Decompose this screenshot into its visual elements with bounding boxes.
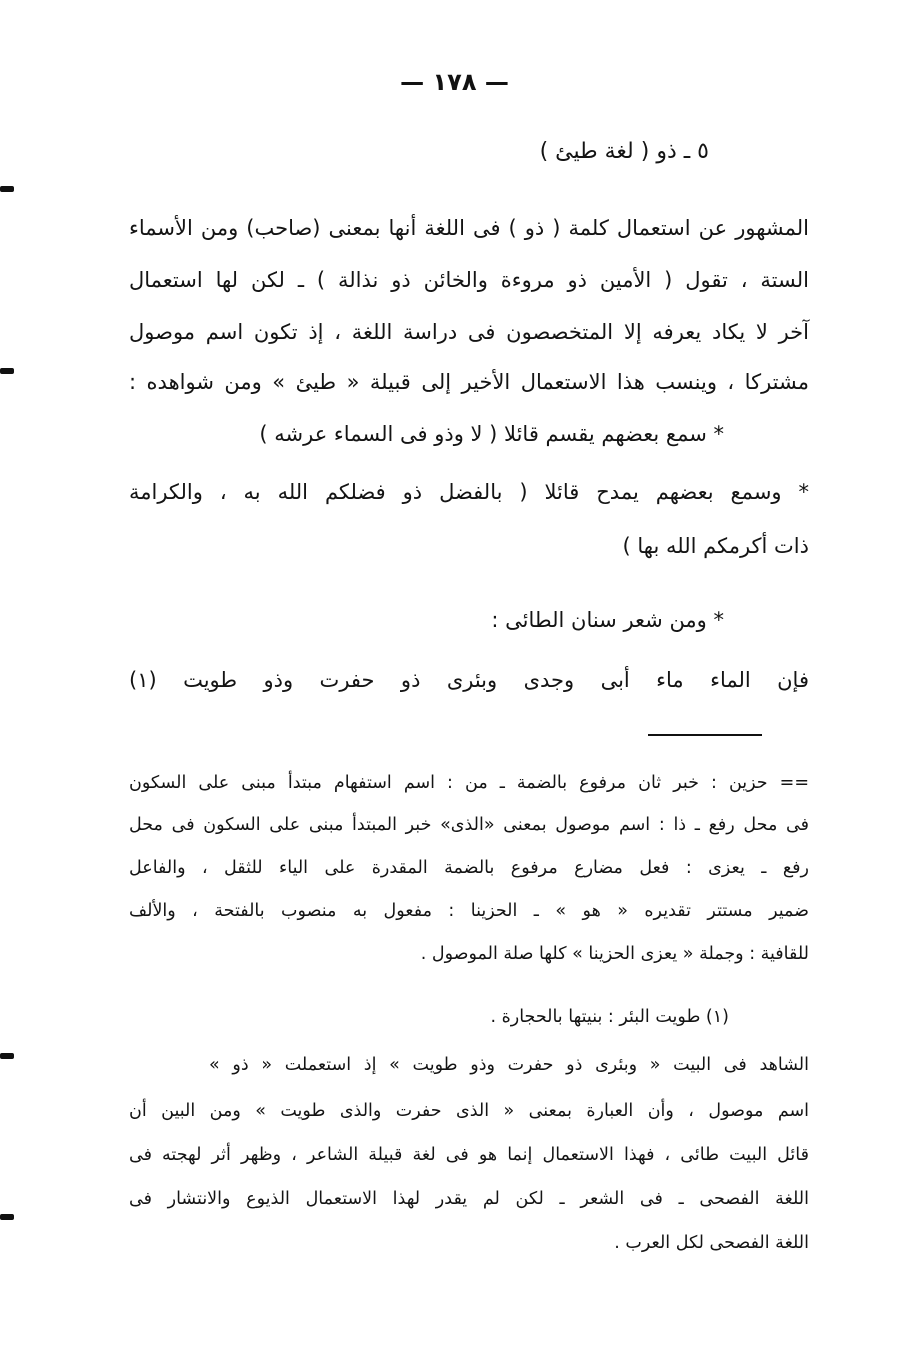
scan-binding-mark bbox=[0, 186, 14, 192]
body-line: الستة ، تقول ( الأمين ذو مروءة والخائن ذو نذالة ) ـ لكن لها استعمال bbox=[129, 268, 809, 292]
note-line: (١) طويت البئر : بنيتها بالحجارة . bbox=[490, 1007, 729, 1027]
section-heading: ٥ ـ ذو ( لغة طيئ ) bbox=[539, 139, 709, 164]
body-line: * وسمع بعضهم يمدح قائلا ( بالفضل ذو فضلكم الله به ، والكرامة bbox=[129, 480, 809, 504]
note-line: الشاهد فى البيت « وبئرى ذو حفرت وذو طويت » إذ استعملت « ذو » bbox=[209, 1055, 809, 1075]
note-line: قائل البيت طائى ، فهذا الاستعمال إنما هو فى لغة قبيلة الشاعر ، وظهر أثر لهجته فى bbox=[129, 1145, 809, 1165]
footnote-line: ضمير مستتر تقديره « هو » ـ الحزينا : مفعول به منصوب بالفتحة ، والألف bbox=[129, 901, 809, 921]
body-line: ذات أكرمكم الله بها ) bbox=[622, 534, 809, 558]
body-line: آخر لا يكاد يعرفه إلا المتخصصون فى دراسة اللغة ، إذ تكون اسم موصول bbox=[129, 320, 809, 344]
footnote-separator bbox=[648, 734, 762, 736]
body-line: مشتركا ، وينسب هذا الاستعمال الأخير إلى قبيلة « طيئ » ومن شواهده : bbox=[129, 370, 809, 394]
scan-binding-mark bbox=[0, 1053, 14, 1059]
body-line: * سمع بعضهم يقسم قائلا ( لا وذو فى السماء عرشه ) bbox=[259, 422, 724, 446]
footnote-line: == حزين : خبر ثان مرفوع بالضمة ـ من : اسم استفهام مبتدأ مبنى على السكون bbox=[129, 773, 809, 793]
page-number: — ١٧٨ — bbox=[400, 68, 509, 96]
note-line: اسم موصول ، وأن العبارة بمعنى « الذى حفرت والذى طويت » ومن البين أن bbox=[129, 1101, 809, 1121]
body-line: المشهور عن استعمال كلمة ( ذو ) فى اللغة أنها بمعنى (صاحب) ومن الأسماء bbox=[129, 216, 809, 240]
footnote-line: فى محل رفع ـ ذا : اسم موصول بمعنى «الذى» خبر المبتدأ مبنى على السكون فى محل bbox=[129, 815, 809, 835]
footnote-line: رفع ـ يعزى : فعل مضارع مرفوع بالضمة المقدرة على الياء للثقل ، والفاعل bbox=[129, 858, 809, 878]
body-line: * ومن شعر سنان الطائى : bbox=[491, 608, 724, 632]
scan-binding-mark bbox=[0, 1214, 14, 1220]
note-line: اللغة الفصحى ـ فى الشعر ـ لكن لم يقدر لهذا الاستعمال الذيوع والانتشار فى bbox=[129, 1189, 809, 1209]
footnote-line: للقافية : وجملة « يعزى الحزينا » كلها صلة الموصول . bbox=[420, 944, 809, 964]
poem-verse: فإن الماء ماء أبى وجدى وبئرى ذو حفرت وذو طويت (١) bbox=[129, 668, 809, 692]
note-line: اللغة الفصحى لكل العرب . bbox=[614, 1233, 809, 1253]
scan-binding-mark bbox=[0, 368, 14, 374]
